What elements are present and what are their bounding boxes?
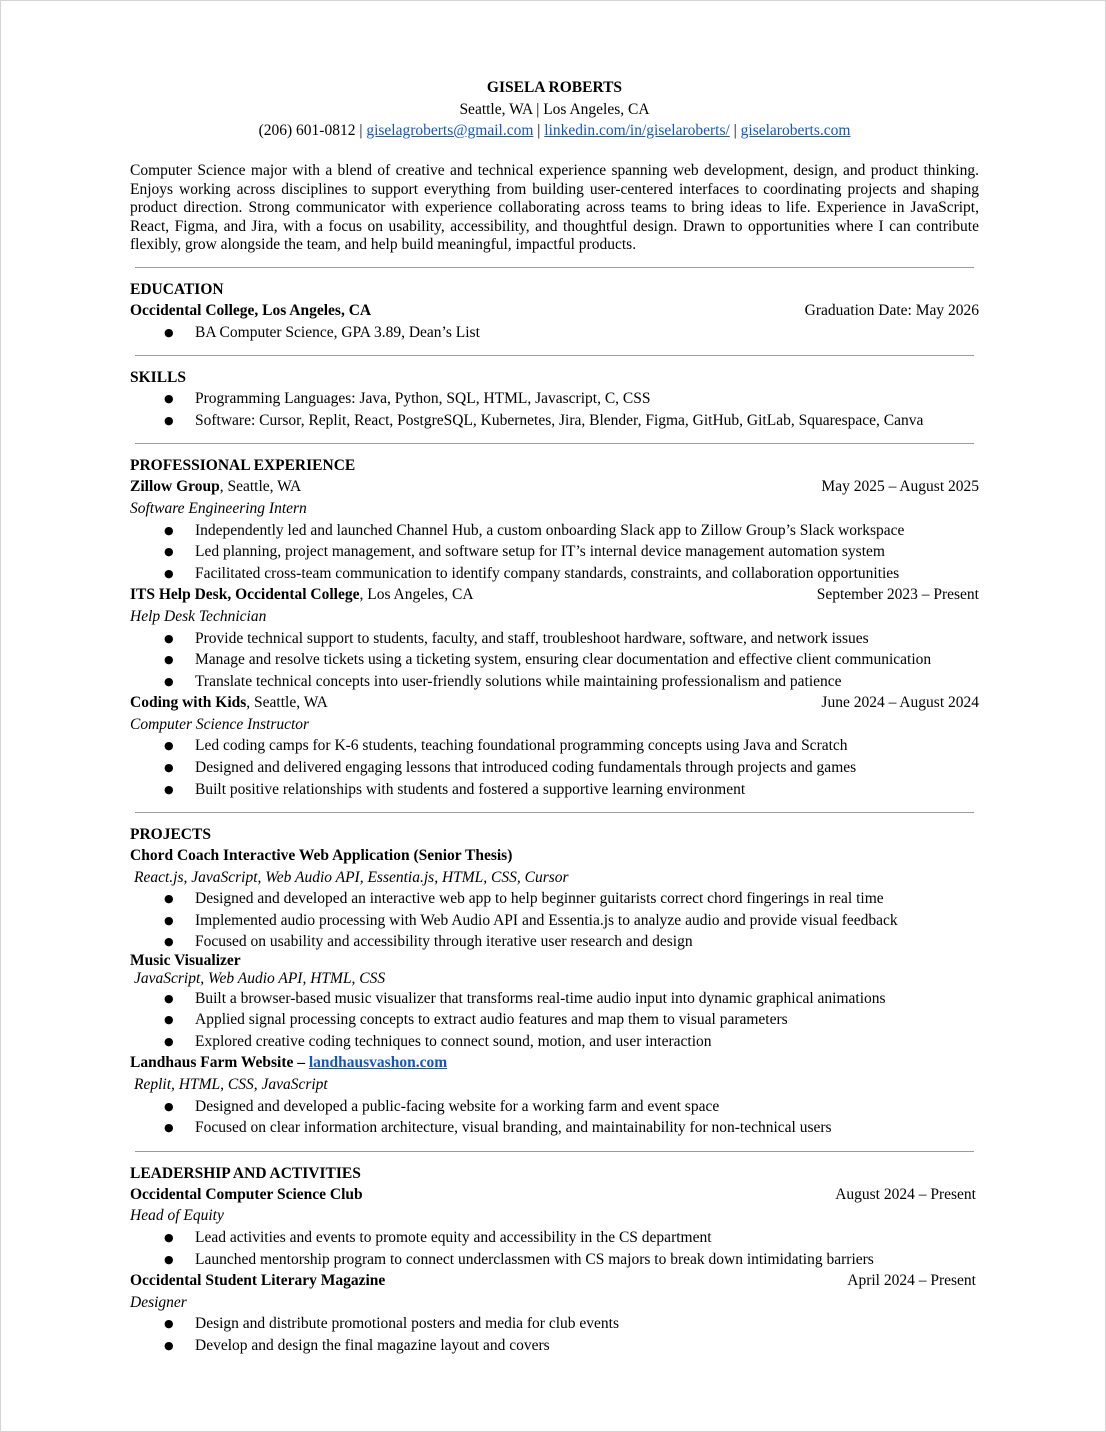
job-org — [130, 692, 328, 714]
project-name: Music Visualizer — [130, 951, 241, 969]
org-location: , Seattle, WA — [246, 694, 328, 712]
list-item: ● Independently led and launched Channel Hub, a custom onboarding Slack app to Zillow Group’s Slack workspace — [130, 520, 979, 542]
list-item: ● Implemented audio processing with Web Audio API and Essentia.js to analyze audio and provide visual feedback — [130, 910, 979, 932]
project-bullets — [130, 988, 979, 1053]
list-item: ● Focused on clear information architecture, visual branding, and maintainability for non-technical users — [130, 1117, 979, 1139]
project-link[interactable]: landhausvashon.com — [308, 1054, 448, 1072]
org-location: , Los Angeles, CA — [359, 586, 474, 604]
org-name: ITS Help Desk, Occidental College — [130, 586, 360, 604]
job-header — [130, 476, 979, 498]
list-item: ● Lead activities and events to promote equity and accessibility in the CS department — [130, 1227, 979, 1249]
activity-dates: August 2024 – Present — [835, 1185, 976, 1203]
job-role: Software Engineering Intern — [130, 499, 307, 517]
activity-dates: April 2024 – Present — [847, 1272, 976, 1290]
job-bullets — [130, 628, 979, 693]
email-link[interactable]: giselagroberts@gmail.com — [366, 122, 534, 139]
separator: | — [733, 122, 737, 139]
list-item: ● Design and distribute promotional posters and media for club events — [130, 1313, 979, 1335]
phone: (206) 601-0812 — [258, 122, 356, 139]
list-item: ● Explored creative coding techniques to connect sound, motion, and user interaction — [130, 1031, 979, 1053]
website-link[interactable]: giselaroberts.com — [740, 122, 851, 139]
section-title-leadership: LEADERSHIP AND ACTIVITIES — [130, 1164, 361, 1182]
separator: | — [537, 122, 541, 139]
org-name: Coding with Kids — [130, 694, 247, 712]
project-header — [130, 845, 979, 867]
job-header — [130, 692, 979, 714]
list-item: ● Focused on usability and accessibility through iterative user research and design — [130, 932, 979, 951]
project-title — [130, 1052, 447, 1074]
activity-org: Occidental Computer Science Club — [130, 1185, 363, 1203]
job-bullets — [130, 520, 979, 585]
list-item: ● Provide technical support to students, faculty, and staff, troubleshoot hardware, software, and network issues — [130, 628, 979, 650]
graduation-date: Graduation Date: May 2026 — [804, 301, 979, 319]
linkedin-link[interactable]: linkedin.com/in/giselaroberts/ — [544, 122, 730, 139]
list-item: ● Translate technical concepts into user-friendly solutions while maintaining professionalism and patience — [130, 671, 979, 693]
school-name: Occidental College, Los Angeles, CA — [130, 301, 372, 319]
activity-role: Designer — [130, 1293, 187, 1311]
project-name: Landhaus Farm Website – — [130, 1054, 309, 1072]
list-item: ● Led coding camps for K-6 students, teaching foundational programming concepts using Java and Scratch — [130, 735, 979, 757]
list-item: ● Built positive relationships with students and fostered a supportive learning environment — [130, 779, 979, 801]
project-tech: React.js, JavaScript, Web Audio API, Essentia.js, HTML, CSS, Cursor — [134, 868, 569, 886]
job-role: Help Desk Technician — [130, 607, 267, 625]
project-name: Chord Coach Interactive Web Application (Senior Thesis) — [130, 847, 513, 865]
candidate-name: GISELA ROBERTS — [486, 79, 623, 96]
list-item: ● Applied signal processing concepts to extract audio features and map them to visual parameters — [130, 1009, 979, 1031]
list-item: ● Designed and developed a public-facing website for a working farm and event space — [130, 1096, 979, 1118]
job-role: Computer Science Instructor — [130, 715, 310, 733]
project-tech: JavaScript, Web Audio API, HTML, CSS — [134, 969, 386, 987]
contact-line — [130, 120, 979, 141]
list-item: ● BA Computer Science, GPA 3.89, Dean’s List — [130, 322, 979, 344]
project-bullets — [130, 888, 979, 950]
section-title-education: EDUCATION — [130, 280, 224, 298]
activity-header — [130, 1184, 979, 1206]
project-header — [130, 951, 979, 970]
org-location: , Seattle, WA — [219, 478, 302, 496]
education-entry — [130, 300, 979, 322]
list-item: ● Programming Languages: Java, Python, SQL, HTML, Javascript, C, CSS — [130, 388, 979, 410]
list-item: ● Develop and design the final magazine layout and covers — [130, 1335, 979, 1357]
section-title-projects: PROJECTS — [130, 826, 211, 844]
job-dates: June 2024 – August 2024 — [821, 694, 979, 712]
section-title-skills: SKILLS — [130, 369, 187, 387]
job-dates: September 2023 – Present — [816, 586, 979, 604]
divider — [135, 443, 974, 444]
list-item: ● Built a browser-based music visualizer that transforms real-time audio input into dynamic graphical animations — [130, 988, 979, 1010]
project-bullets — [130, 1096, 979, 1139]
divider — [135, 1151, 974, 1152]
activity-header — [130, 1270, 979, 1292]
job-org — [130, 584, 474, 606]
activity-bullets — [130, 1227, 979, 1270]
list-item: ● Designed and delivered engaging lessons that introduced coding fundamentals through projects and games — [130, 757, 979, 779]
resume-content — [130, 77, 979, 1357]
divider — [135, 812, 974, 813]
activity-role: Head of Equity — [130, 1207, 224, 1225]
project-header — [130, 1052, 979, 1074]
job-dates: May 2025 – August 2025 — [821, 478, 979, 496]
summary: Computer Science major with a blend of creative and technical experience spanning web development, design, and product thinking. Enjoys working across disciplines to support everything from building user-centered interfaces to coordinating projects and shaping product direction. Strong communicator with experience collaborating across teams to bring ideas to life. Experience in JavaScript, React, Figma, and Jira, with a focus on usability, accessibility, and thoughtful design. Drawn to opportunities where I can contribute flexibly, grow alongside the team, and help build meaningful, impactful products. — [130, 162, 979, 254]
list-item: ● Facilitated cross-team communication to identify company standards, constraints, and collaboration opportunities — [130, 563, 979, 585]
job-bullets — [130, 735, 979, 800]
list-item: ● Software: Cursor, Replit, React, PostgreSQL, Kubernetes, Jira, Blender, Figma, GitHub, GitLab, Squarespace, Canva — [130, 410, 979, 432]
org-name: Zillow Group — [130, 478, 220, 496]
skills-bullets — [130, 388, 979, 431]
activity-org: Occidental Student Literary Magazine — [130, 1272, 386, 1290]
job-header — [130, 584, 979, 606]
list-item: ● Designed and developed an interactive web app to help beginner guitarists correct chord fingerings in real time — [130, 888, 979, 910]
locations: Seattle, WA | Los Angeles, CA — [459, 101, 650, 118]
section-title-experience: PROFESSIONAL EXPERIENCE — [130, 457, 356, 475]
divider — [135, 355, 974, 356]
list-item: ● Launched mentorship program to connect underclassmen with CS majors to break down intimidating barriers — [130, 1249, 979, 1271]
list-item: ● Led planning, project management, and software setup for IT’s internal device management automation system — [130, 541, 979, 563]
activity-bullets — [130, 1313, 979, 1356]
divider — [135, 267, 974, 268]
project-tech: Replit, HTML, CSS, JavaScript — [134, 1076, 328, 1093]
education-bullets — [130, 322, 979, 344]
job-org — [130, 476, 301, 498]
list-item: ● Manage and resolve tickets using a ticketing system, ensuring clear documentation and effective client communication — [130, 649, 979, 671]
separator: | — [359, 122, 363, 139]
